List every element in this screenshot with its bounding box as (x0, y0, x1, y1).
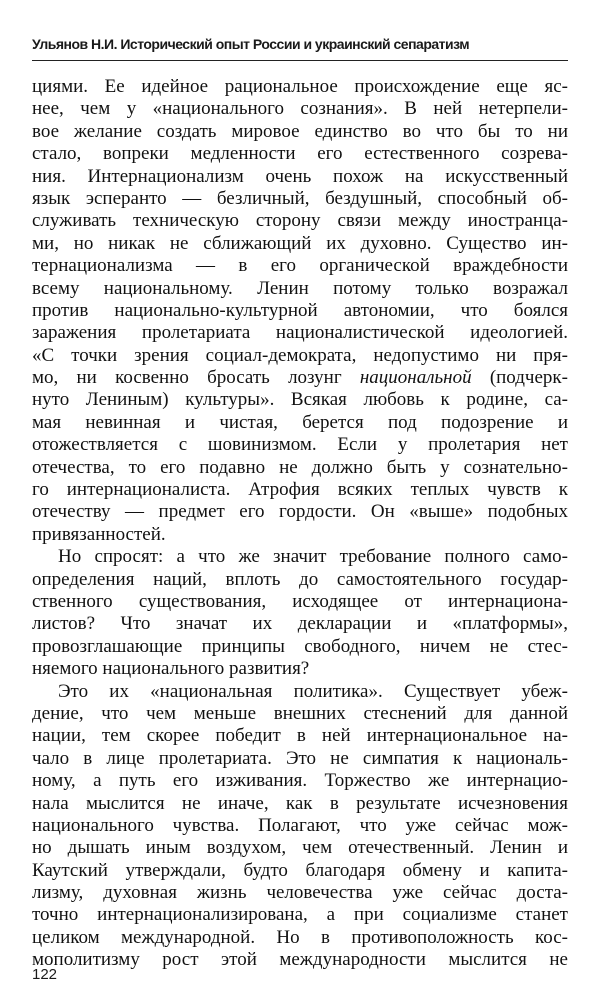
text-line: точно интернационализирована, а при социализме станет (32, 904, 568, 926)
text-line: служивать техническую сторону связи между иностранца- (32, 210, 568, 232)
page-number: 122 (32, 966, 58, 983)
text-line: ми, но никак не сближающий их духовно. Существо ин- (32, 232, 568, 254)
paragraph-3 (32, 681, 568, 972)
text-line: го интернационалиста. Атрофия всяких теплых чувств к (32, 479, 568, 501)
text-line: вое желание создать мировое единство во что бы то ни (32, 120, 568, 142)
text-line: нее, чем у «национального сознания». В ней нетерпели- (32, 98, 568, 120)
body-text (32, 76, 568, 972)
text-line: циями. Ее идейное рациональное происхождение еще яс- (32, 76, 568, 97)
text-line: язык эсперанто — безличный, бездушный, способный об- (32, 187, 568, 209)
text-line: определения наций, вплоть до самостоятельного государ- (32, 568, 568, 590)
text-line: нала мыслится не иначе, как в результате исчезновения (32, 792, 568, 814)
text-line: листов? Что значат их декларации и «платформы», (32, 613, 568, 635)
text-line: стало, вопреки медленности его естественного созрева- (32, 143, 568, 165)
text-line: целиком международной. Но в противоположность кос- (32, 926, 568, 948)
text-line: ственного существования, исходящее от интернациона- (32, 590, 568, 612)
text-line: заражения пролетариата националистической идеологией. (32, 322, 568, 344)
text-line: ния. Интернационализм очень похож на искусственный (32, 165, 568, 187)
running-head: Ульянов Н.И. Исторический опыт России и украинский сепаратизм (32, 36, 470, 52)
text-line: отечества, то его подавно не должно быть у сознательно- (32, 456, 568, 478)
text-line: отожествляется с шовинизмом. Если у пролетария нет (32, 434, 568, 456)
text-line: против национально-культурной автономии, что боялся (32, 299, 568, 321)
text-line: дение, что чем меньше внешних стеснений для данной (32, 702, 568, 724)
text-line: «С точки зрения социал-демократа, недопустимо ни пря- (32, 344, 568, 366)
header-rule (32, 60, 568, 61)
text-line: всему национальному. Ленин потому только возражал (32, 277, 568, 299)
text-line: национального чувства. Полагают, что уже сейчас мож- (32, 814, 568, 836)
text-line: привязанностей. (32, 523, 166, 545)
text-line: мая невинная и чистая, берется под подозрение и (32, 411, 568, 433)
text-line: чало в лице пролетариата. Это не симпатия к националь- (32, 747, 568, 769)
text-line: нации, тем скорее победит в ней интернациональное на- (32, 725, 568, 747)
paragraph-1 (32, 76, 568, 546)
paragraph-2 (32, 546, 568, 680)
text-line: отечеству — предмет его гордости. Он «выше» подобных (32, 501, 568, 523)
text-line: мополитизму рост этой международности мыслится не (32, 949, 568, 971)
text-line: Но спросят: а что же значит требование полного само- (58, 546, 568, 568)
text-line: Это их «национальная политика». Существует убеж- (58, 680, 568, 702)
text-line: ному, а путь его изживания. Торжество же интернацио- (32, 770, 568, 792)
text-line: Каутский утверждали, будто благодаря обмену и капита- (32, 859, 568, 881)
text-line: няемого национального развития? (32, 658, 310, 680)
text-line: тернационализма — в его органической враждебности (32, 255, 568, 277)
text-line: провозглашающие принципы свободного, ничем не стес- (32, 635, 568, 657)
text-line: мо, ни косвенно бросать лозунг национальной (подчерк- (32, 367, 568, 389)
text-line: нуто Лениным) культуры». Всякая любовь к родине, са- (32, 389, 568, 411)
text-line: но дышать иным воздухом, чем отечественный. Ленин и (32, 837, 568, 859)
text-line: лизму, духовная жизнь человечества уже сейчас доста- (32, 882, 568, 904)
